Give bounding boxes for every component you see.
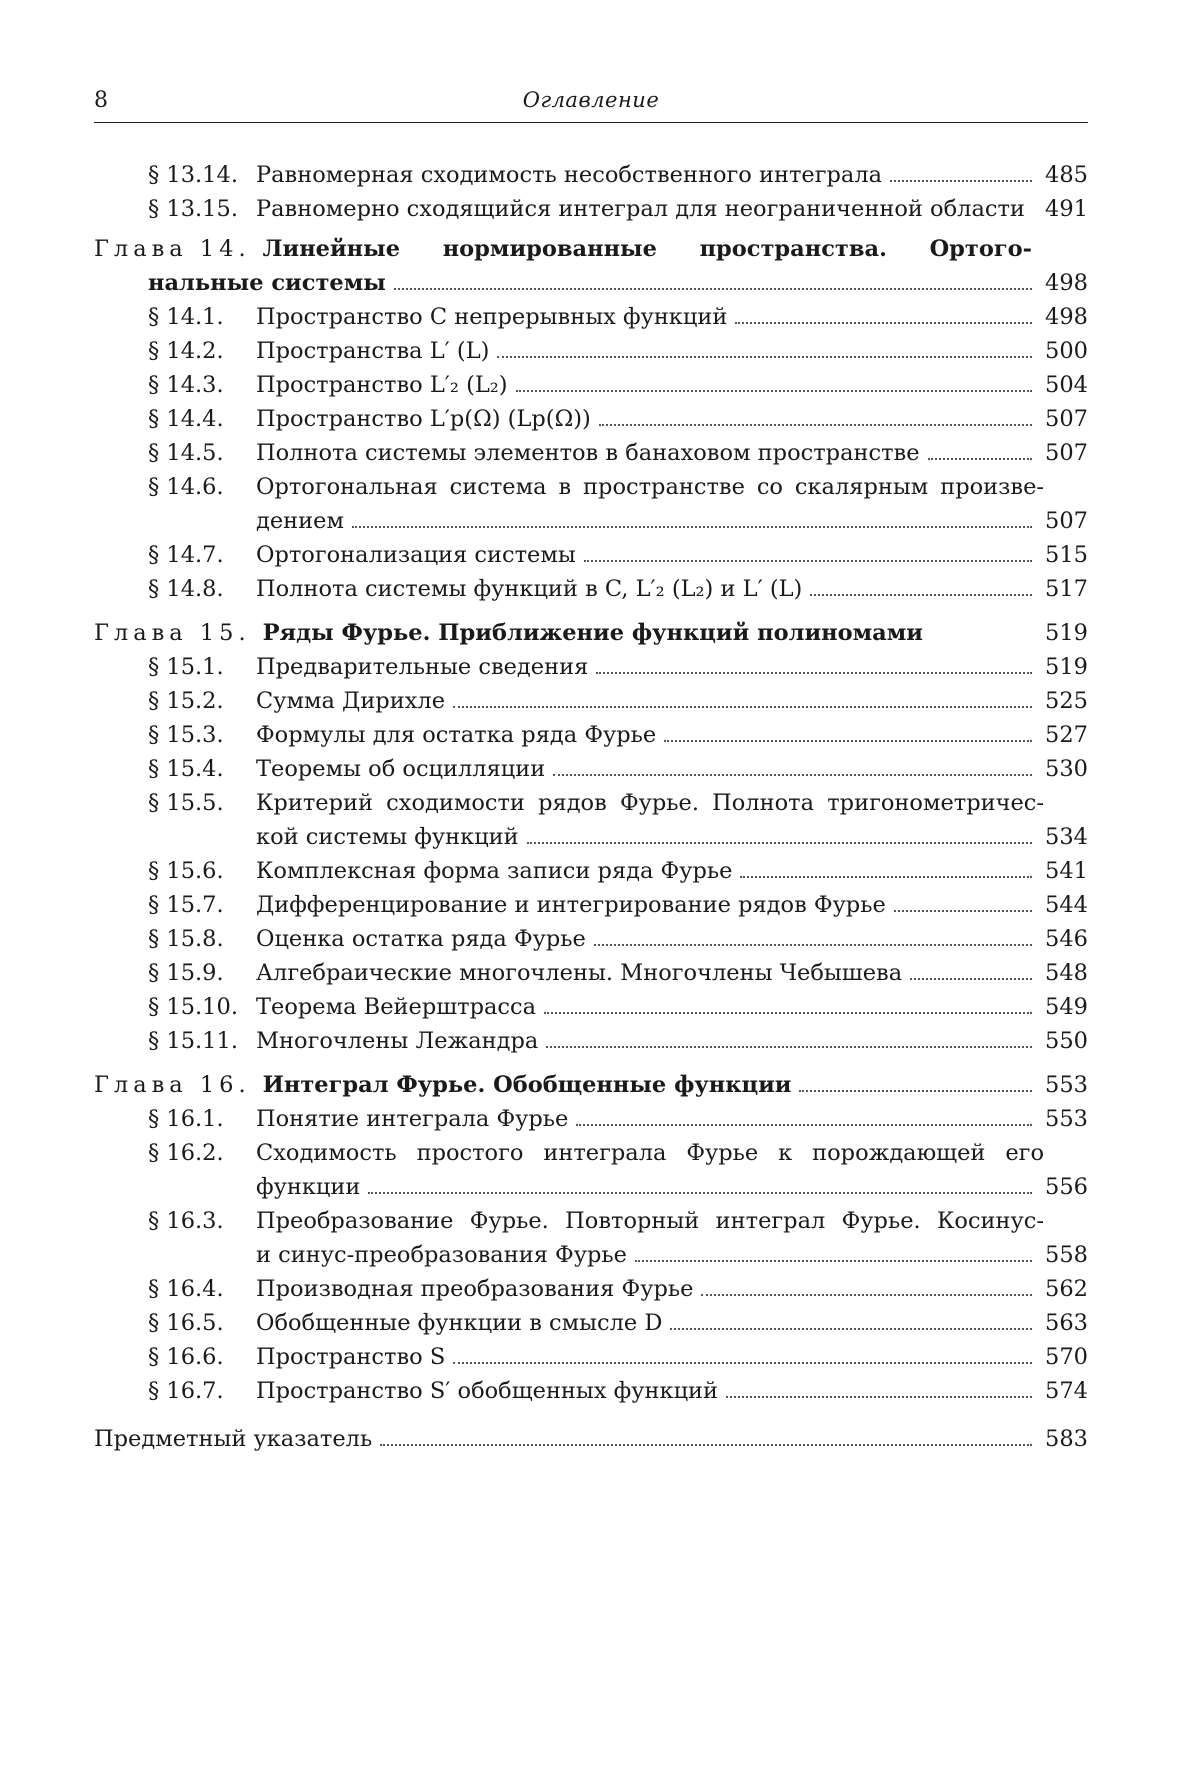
leader-dots (584, 560, 1032, 562)
section-number: § 15.5. (148, 790, 224, 816)
section-title-cont: и синус-преобразования Фурье (256, 1242, 627, 1268)
section-number: § 16.2. (148, 1140, 224, 1166)
toc-entry[interactable] (94, 1204, 1088, 1272)
toc-entry[interactable] (94, 1340, 1088, 1374)
page-ref: 541 (1045, 858, 1088, 884)
toc-entry-index[interactable] (94, 1422, 1088, 1456)
section-title: Равномерная сходимость несобственного интеграла (256, 162, 883, 188)
page-ref: 485 (1045, 162, 1088, 188)
section-title: Предварительные сведения (256, 654, 589, 680)
page-ref: 548 (1045, 960, 1088, 986)
toc-entry[interactable] (94, 334, 1088, 368)
section-number: § 16.6. (148, 1344, 224, 1370)
leader-dots (527, 842, 1032, 844)
chapter-entry[interactable] (94, 232, 1088, 300)
toc-entry[interactable] (94, 368, 1088, 402)
section-number: § 13.15. (148, 196, 238, 222)
toc-entry[interactable] (94, 402, 1088, 436)
toc-entry[interactable] (94, 572, 1088, 606)
leader-dots (928, 458, 1032, 460)
section-title: Дифференцирование и интегрирование рядов Фурье (256, 892, 886, 918)
section-title: Комплексная форма записи ряда Фурье (256, 858, 733, 884)
section-number: § 14.7. (148, 542, 224, 568)
section-title: Оценка остатка ряда Фурье (256, 926, 586, 952)
leader-dots (553, 774, 1032, 776)
table-of-contents (94, 158, 1088, 1456)
page-ref: 519 (1045, 620, 1088, 646)
chapter-entry[interactable] (94, 1068, 1088, 1102)
leader-dots (453, 1362, 1032, 1364)
section-number: § 15.4. (148, 756, 224, 782)
section-title: Ортогональная система в пространстве со скалярным произве- (256, 474, 1044, 500)
leader-dots (890, 180, 1032, 182)
section-title-cont: дением (256, 508, 344, 534)
page-ref: 517 (1045, 576, 1088, 602)
leader-dots (701, 1294, 1032, 1296)
header-title: Оглавление (522, 88, 660, 112)
section-number: § 14.6. (148, 474, 224, 500)
toc-entry[interactable] (94, 888, 1088, 922)
section-number: § 16.5. (148, 1310, 224, 1336)
toc-entry[interactable] (94, 1024, 1088, 1058)
page-ref: 507 (1045, 440, 1088, 466)
toc-entry[interactable] (94, 990, 1088, 1024)
toc-entry[interactable] (94, 158, 1088, 192)
section-title: Пространство L′p(Ω) (Lp(Ω)) (256, 406, 591, 432)
section-title: Критерий сходимости рядов Фурье. Полнота тригонометричес- (256, 790, 1044, 816)
section-number: § 15.10. (148, 994, 238, 1020)
page-ref: 500 (1045, 338, 1088, 364)
page-ref: 507 (1045, 406, 1088, 432)
page-ref: 515 (1045, 542, 1088, 568)
chapter-label: Глава 14. (94, 236, 251, 262)
toc-entry[interactable] (94, 786, 1088, 854)
section-title: Обобщенные функции в смысле D (256, 1310, 663, 1336)
leader-dots (894, 910, 1032, 912)
page-ref: 530 (1045, 756, 1088, 782)
leader-dots (544, 1012, 1032, 1014)
toc-entry[interactable] (94, 684, 1088, 718)
leader-dots (594, 944, 1032, 946)
section-title: Равномерно сходящийся интеграл для неограниченной области (256, 196, 1025, 222)
leader-dots (599, 424, 1032, 426)
section-number: § 16.4. (148, 1276, 224, 1302)
section-number: § 14.4. (148, 406, 224, 432)
leader-dots (670, 1328, 1032, 1330)
chapter-title-cont: нальные системы (148, 270, 386, 296)
section-title: Производная преобразования Фурье (256, 1276, 694, 1302)
index-title: Предметный указатель (94, 1426, 373, 1452)
page-ref: 498 (1045, 304, 1088, 330)
page-ref: 544 (1045, 892, 1088, 918)
page-ref: 556 (1045, 1174, 1088, 1200)
section-number: § 14.2. (148, 338, 224, 364)
leader-dots (910, 978, 1032, 980)
leader-dots (368, 1192, 1032, 1194)
toc-entry[interactable] (94, 538, 1088, 572)
section-number: § 16.7. (148, 1378, 224, 1404)
section-title-cont: функции (256, 1174, 361, 1200)
section-number: § 14.1. (148, 304, 224, 330)
section-title: Теорема Вейерштрасса (256, 994, 537, 1020)
section-title-cont: кой системы функций (256, 824, 519, 850)
section-title: Сумма Дирихле (256, 688, 446, 714)
section-title: Формулы для остатка ряда Фурье (256, 722, 657, 748)
leader-dots (576, 1124, 1032, 1126)
leader-dots (596, 672, 1032, 674)
page-ref: 563 (1045, 1310, 1088, 1336)
section-title: Полнота системы функций в C, L′₂ (L₂) и L′ (L) (256, 576, 803, 602)
leader-dots (810, 594, 1032, 596)
running-header (94, 88, 1088, 123)
section-number: § 15.9. (148, 960, 224, 986)
section-title: Пространство S (256, 1344, 446, 1370)
page-ref: 570 (1045, 1344, 1088, 1370)
section-number: § 15.3. (148, 722, 224, 748)
leader-dots (635, 1260, 1032, 1262)
leader-dots (740, 876, 1032, 878)
page-ref: 574 (1045, 1378, 1088, 1404)
section-number: § 16.1. (148, 1106, 224, 1132)
page-ref: 534 (1045, 824, 1088, 850)
leader-dots (799, 1090, 1032, 1092)
section-title: Пространство C непрерывных функций (256, 304, 728, 330)
section-title: Многочлены Лежандра (256, 1028, 539, 1054)
chapter-label: Глава 16. (94, 1072, 251, 1098)
toc-entry[interactable] (94, 300, 1088, 334)
toc-entry[interactable] (94, 1374, 1088, 1408)
page-number: 8 (94, 88, 108, 113)
section-number: § 15.11. (148, 1028, 238, 1054)
chapter-title: Ряды Фурье. Приближение функций полиномами (262, 620, 923, 646)
section-number: § 14.3. (148, 372, 224, 398)
leader-dots (664, 740, 1032, 742)
page-ref: 527 (1045, 722, 1088, 748)
page-ref: 491 (1045, 196, 1088, 222)
section-title: Ортогонализация системы (256, 542, 576, 568)
section-number: § 15.8. (148, 926, 224, 952)
page-ref: 504 (1045, 372, 1088, 398)
section-title: Пространство S′ обобщенных функций (256, 1378, 719, 1404)
toc-entry[interactable] (94, 718, 1088, 752)
toc-entry[interactable] (94, 922, 1088, 956)
section-number: § 15.7. (148, 892, 224, 918)
page-ref: 519 (1045, 654, 1088, 680)
leader-dots (453, 706, 1032, 708)
section-number: § 15.2. (148, 688, 224, 714)
page-ref: 498 (1045, 270, 1088, 296)
leader-dots (726, 1396, 1032, 1398)
section-title: Сходимость простого интеграла Фурье к порождающей его (256, 1140, 1044, 1166)
toc-entry[interactable] (94, 854, 1088, 888)
section-title: Пространство L′₂ (L₂) (256, 372, 508, 398)
toc-entry[interactable] (94, 956, 1088, 990)
page-ref: 553 (1045, 1072, 1088, 1098)
leader-dots (352, 526, 1032, 528)
toc-entry[interactable] (94, 1272, 1088, 1306)
toc-entry[interactable] (94, 752, 1088, 786)
page-ref: 546 (1045, 926, 1088, 952)
section-title: Пространства L′ (L) (256, 338, 490, 364)
toc-entry[interactable] (94, 192, 1088, 226)
toc-entry[interactable] (94, 470, 1088, 538)
toc-entry[interactable] (94, 650, 1088, 684)
section-title: Алгебраические многочлены. Многочлены Чебышева (256, 960, 903, 986)
toc-entry[interactable] (94, 1136, 1088, 1204)
page-ref: 562 (1045, 1276, 1088, 1302)
leader-dots (546, 1046, 1032, 1048)
section-number: § 15.6. (148, 858, 224, 884)
section-number: § 13.14. (148, 162, 238, 188)
chapter-entry[interactable] (94, 616, 1088, 650)
leader-dots (394, 288, 1032, 290)
toc-entry[interactable] (94, 1306, 1088, 1340)
section-title: Понятие интеграла Фурье (256, 1106, 569, 1132)
chapter-title: Линейные нормированные пространства. Ортого- (262, 236, 1032, 262)
leader-dots (735, 322, 1032, 324)
section-title: Теоремы об осцилляции (256, 756, 546, 782)
chapter-title: Интеграл Фурье. Обобщенные функции (262, 1072, 792, 1098)
page-ref: 507 (1045, 508, 1088, 534)
page-ref: 549 (1045, 994, 1088, 1020)
leader-dots (380, 1444, 1032, 1446)
section-number: § 15.1. (148, 654, 224, 680)
section-title: Полнота системы элементов в банаховом пространстве (256, 440, 920, 466)
leader-dots (497, 356, 1032, 358)
section-number: § 14.5. (148, 440, 224, 466)
page-ref: 550 (1045, 1028, 1088, 1054)
leader-dots (516, 390, 1032, 392)
page-ref: 553 (1045, 1106, 1088, 1132)
page-ref: 558 (1045, 1242, 1088, 1268)
chapter-label: Глава 15. (94, 620, 251, 646)
toc-entry[interactable] (94, 1102, 1088, 1136)
section-number: § 14.8. (148, 576, 224, 602)
section-title: Преобразование Фурье. Повторный интеграл Фурье. Косинус- (256, 1208, 1044, 1234)
toc-entry[interactable] (94, 436, 1088, 470)
page-ref: 525 (1045, 688, 1088, 714)
page-ref: 583 (1045, 1426, 1088, 1452)
section-number: § 16.3. (148, 1208, 224, 1234)
